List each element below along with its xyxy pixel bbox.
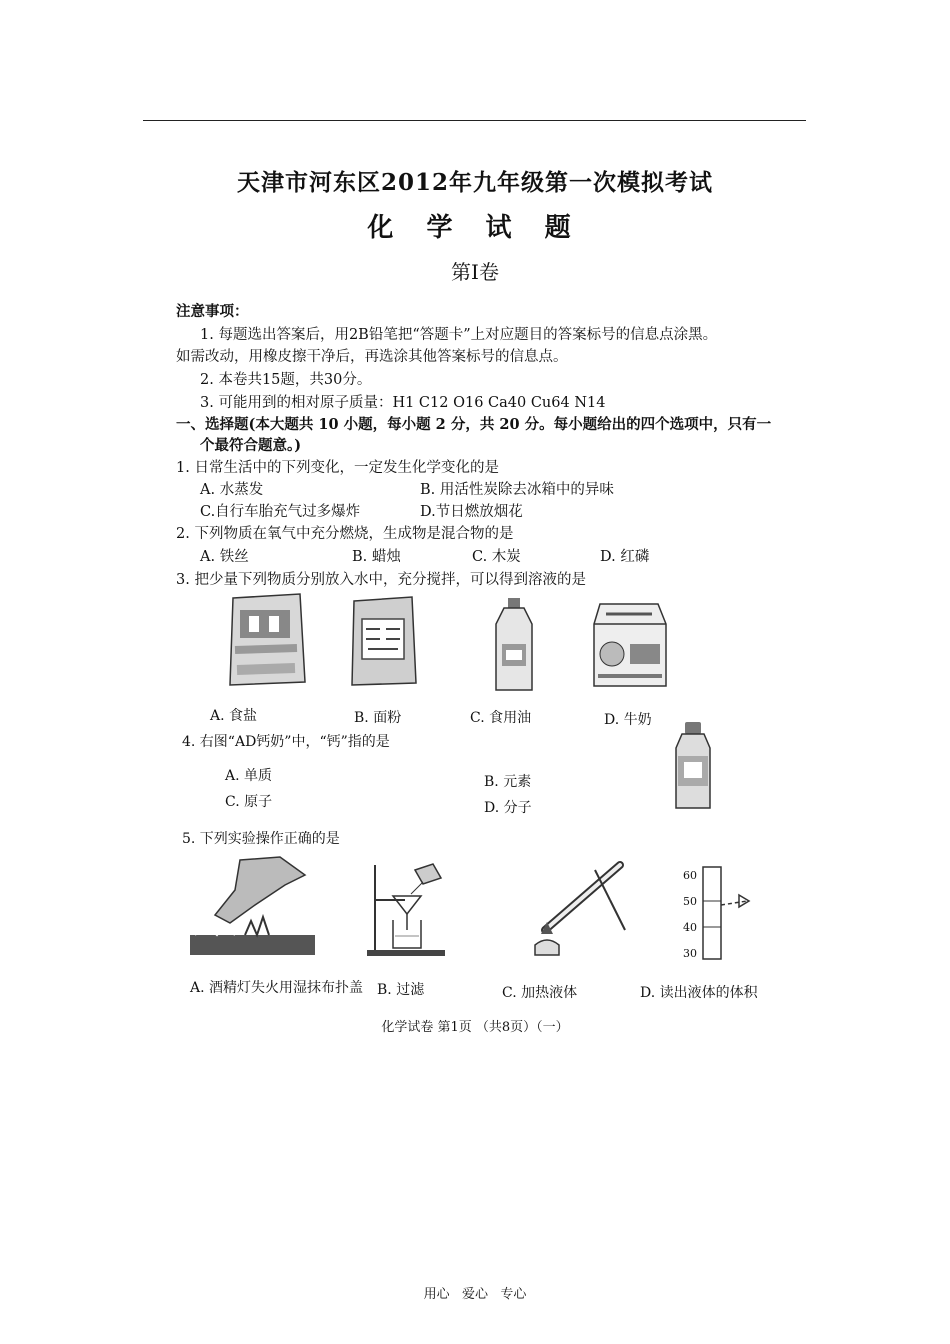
- heating-liquid-image: [525, 860, 635, 965]
- salt-bag-image: [225, 590, 310, 690]
- q2-option-d: D. 红磷: [600, 549, 650, 565]
- notice-item-1: 1. 每题选出答案后，用2B铅笔把“答题卡”上对应题目的答案标号的信息点涂黑。: [200, 327, 718, 343]
- q5-option-a: A. 酒精灯失火用湿抹布扑盖: [190, 980, 364, 996]
- q1-option-c: C.自行车胎充气过多爆炸: [200, 504, 361, 520]
- q4-option-d: D. 分子: [484, 800, 532, 816]
- q3-option-c: C. 食用油: [470, 710, 532, 726]
- wet-cloth-over-lamp-image: [185, 855, 320, 965]
- subject-title: 化 学 试 题: [367, 213, 583, 243]
- q4-option-a: A. 单质: [225, 768, 273, 784]
- q3-option-b: B. 面粉: [354, 710, 402, 726]
- notice-item-3: 3. 可能用到的相对原子质量：H1 C12 O16 Ca40 Cu64 N14: [200, 395, 606, 411]
- q2-option-a: A. 铁丝: [200, 549, 249, 565]
- exam-title: 天津市河东区2012年九年级第一次模拟考试: [236, 169, 713, 196]
- milk-carton-image: [588, 598, 673, 690]
- q5-option-c: C. 加热液体: [502, 985, 578, 1001]
- q5-option-d: D. 读出液体的体积: [640, 985, 758, 1001]
- notice-heading: 注意事项：: [176, 303, 249, 320]
- section-heading-cont: 个最符合题意。): [200, 437, 302, 454]
- volume-title: 第Ⅰ卷: [451, 260, 499, 284]
- section-heading: 一、选择题(本大题共 10 小题，每小题 2 分，共 20 分。每小题给出的四个选项中，只有一: [176, 416, 772, 433]
- q3-option-a: A. 食盐: [210, 708, 258, 724]
- page-footer: 化学试卷 第1页 （共8页）（一）: [381, 1020, 569, 1035]
- q1-option-d: D.节日燃放烟花: [420, 504, 523, 520]
- ad-calcium-milk-bottle-image: [668, 720, 718, 815]
- q4-option-b: B. 元素: [484, 774, 532, 790]
- cylinder-tick-30: 30: [683, 947, 697, 960]
- filtration-apparatus-image: [365, 860, 455, 960]
- notice-item-2: 2. 本卷共15题，共30分。: [200, 372, 372, 388]
- cylinder-tick-50: 50: [683, 895, 697, 908]
- q4-stem: 4. 右图“AD钙奶”中，“钙”指的是: [182, 734, 390, 750]
- top-rule: [143, 120, 806, 121]
- q2-option-b: B. 蜡烛: [352, 549, 401, 565]
- motto-footer: 用心 爱心 专心: [423, 1287, 527, 1302]
- q1-option-a: A. 水蒸发: [200, 482, 264, 498]
- cooking-oil-bottle-image: [490, 596, 540, 696]
- q3-option-d: D. 牛奶: [604, 712, 652, 728]
- q2-option-c: C. 木炭: [472, 549, 521, 565]
- flour-bag-image: [348, 595, 420, 690]
- q5-option-b: B. 过滤: [377, 982, 425, 998]
- q1-stem: 1. 日常生活中的下列变化，一定发生化学变化的是: [176, 460, 499, 476]
- notice-item-1-cont: 如需改动，用橡皮擦干净后，再选涂其他答案标号的信息点。: [176, 349, 568, 365]
- cylinder-tick-60: 60: [683, 869, 697, 882]
- q3-stem: 3. 把少量下列物质分别放入水中，充分搅拌，可以得到溶液的是: [176, 572, 586, 588]
- q2-stem: 2. 下列物质在氧气中充分燃烧，生成物是混合物的是: [176, 526, 514, 542]
- q1-option-b: B. 用活性炭除去冰箱中的异味: [420, 482, 614, 498]
- cylinder-tick-40: 40: [683, 921, 697, 934]
- q4-option-c: C. 原子: [225, 794, 273, 810]
- q5-stem: 5. 下列实验操作正确的是: [182, 831, 340, 847]
